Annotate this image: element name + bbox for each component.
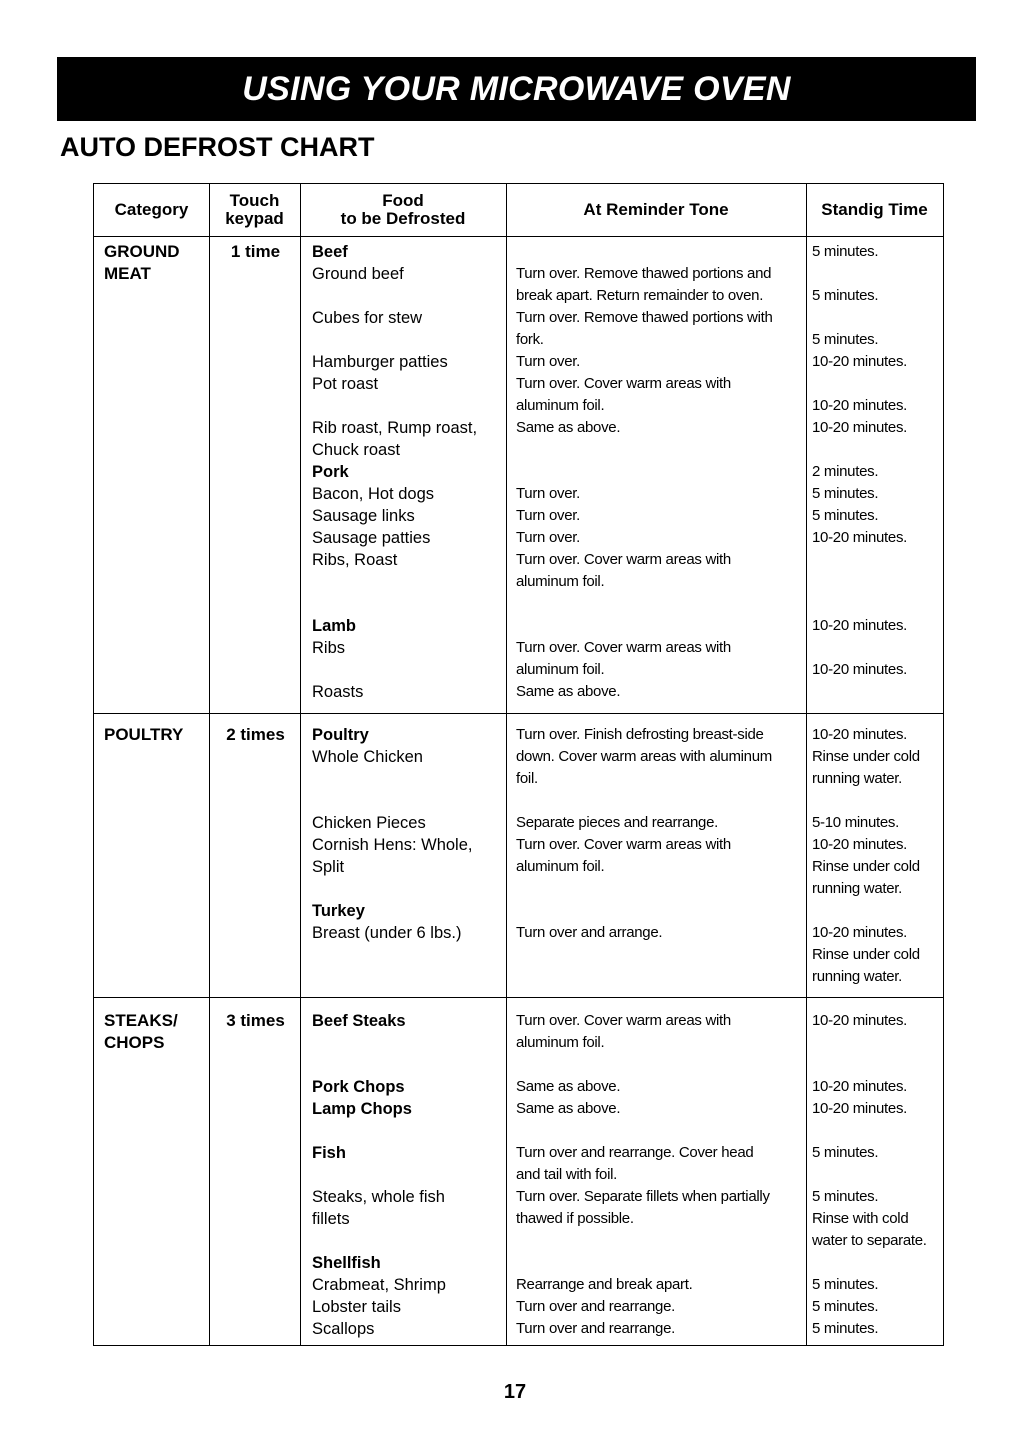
standing-time-cell [812, 1010, 927, 1340]
food-cell-line [312, 285, 477, 307]
standing-time-cell-line: 10-20 minutes. [812, 397, 908, 414]
header-food-sublabel: to be Defrosted [340, 209, 466, 228]
reminder-cell-line: down. Cover warm areas with aluminum [516, 748, 772, 765]
food-cell-line: Beef [312, 243, 348, 261]
food-cell [312, 241, 477, 703]
food-cell-line: Chicken Pieces [312, 814, 426, 832]
standing-time-cell-line: water to separate. [812, 1232, 927, 1249]
food-cell-line: Rib roast, Rump roast, [312, 419, 478, 437]
standing-time-cell-line: 10-20 minutes. [812, 726, 908, 743]
standing-time-cell-line: Rinse under cold [812, 748, 920, 765]
column-divider [806, 184, 807, 1345]
food-cell-line: Lamp Chops [312, 1100, 412, 1118]
food-cell-line: fillets [312, 1210, 350, 1228]
touch-count-cell [209, 1010, 302, 1032]
reminder-cell-line [516, 878, 772, 900]
standing-time-cell-line [812, 373, 907, 395]
food-cell-line: Lamb [312, 617, 357, 635]
standing-time-cell-line [812, 790, 920, 812]
reminder-cell-line: Same as above. [516, 1100, 621, 1117]
food-cell-line [312, 1164, 446, 1186]
standing-time-cell-line: 5 minutes. [812, 1188, 879, 1205]
reminder-cell-line: thawed if possible. [516, 1210, 634, 1227]
food-cell-line [312, 878, 472, 900]
reminder-cell-line: Turn over. Finish defrosting breast-side [516, 726, 764, 743]
reminder-cell-line: Same as above. [516, 683, 621, 700]
reminder-cell-line: fork. [516, 331, 544, 348]
standing-time-cell-line: 5 minutes. [812, 331, 879, 348]
page-number: 17 [503, 1381, 527, 1403]
reminder-cell-line: Same as above. [516, 419, 621, 436]
reminder-cell-line [516, 900, 772, 922]
category-cell-line: MEAT [104, 264, 151, 283]
standing-time-cell-line: 10-20 minutes. [812, 617, 908, 634]
food-cell-line: Ground beef [312, 265, 404, 283]
food-cell-line: Ribs, Roast [312, 551, 398, 569]
header-keypad-label: keypad [225, 209, 284, 228]
reminder-cell-line: aluminum foil. [516, 397, 605, 414]
standing-time-cell-line [812, 549, 907, 571]
standing-time-cell-line [812, 593, 907, 615]
reminder-cell-line: Turn over. Cover warm areas with [516, 375, 731, 392]
food-cell-line [312, 790, 472, 812]
reminder-cell-line: Turn over. Cover warm areas with [516, 639, 731, 656]
food-cell-line: Fish [312, 1144, 346, 1162]
category-cell-line: POULTRY [104, 725, 184, 744]
standing-time-cell-line [812, 439, 907, 461]
touch-count: 3 times [226, 1011, 285, 1030]
standing-time-cell-line [812, 307, 907, 329]
food-cell-line: Roasts [312, 683, 364, 701]
reminder-cell [516, 1010, 770, 1340]
header-food [300, 184, 506, 236]
header-category [94, 184, 209, 236]
standing-time-cell-line [812, 1032, 927, 1054]
standing-time-cell-line: 10-20 minutes. [812, 836, 908, 853]
food-cell-line: Ribs [312, 639, 346, 657]
touch-count: 2 times [226, 725, 285, 744]
reminder-cell-line: Turn over. [516, 485, 580, 502]
reminder-cell-line: aluminum foil. [516, 1034, 605, 1051]
row-divider [94, 997, 943, 998]
standing-time-cell-line: 10-20 minutes. [812, 529, 908, 546]
touch-count: 1 time [230, 242, 281, 261]
reminder-cell-line [516, 241, 773, 263]
header-divider [94, 236, 943, 237]
column-divider [506, 184, 507, 1345]
header-standing [806, 184, 943, 236]
food-cell-line: Shellfish [312, 1254, 381, 1272]
food-cell-line [312, 768, 472, 790]
standing-time-cell-line: running water. [812, 880, 903, 897]
standing-time-cell-line: 5 minutes. [812, 507, 879, 524]
reminder-cell-line [516, 461, 773, 483]
standing-time-cell-line [812, 1054, 927, 1076]
standing-time-cell-line: 5 minutes. [812, 1144, 879, 1161]
standing-time-cell-line: 10-20 minutes. [812, 353, 908, 370]
reminder-cell-line: and tail with foil. [516, 1166, 618, 1183]
standing-time-cell-line: running water. [812, 968, 903, 985]
reminder-cell-line: Turn over and arrange. [516, 924, 663, 941]
reminder-cell-line: Same as above. [516, 1078, 621, 1095]
standing-time-cell-line: running water. [812, 770, 903, 787]
row-divider [94, 713, 943, 714]
standing-time-cell-line [812, 263, 907, 285]
food-cell-line: Sausage patties [312, 529, 431, 547]
header-standing-label: Standig Time [821, 200, 928, 219]
category-cell-line: GROUND [104, 242, 180, 261]
reminder-cell-line: foil. [516, 770, 538, 787]
standing-time-cell-line: 2 minutes. [812, 463, 879, 480]
touch-count-cell [209, 724, 302, 746]
food-cell-line: Split [312, 858, 345, 876]
standing-time-cell-line: Rinse with cold [812, 1210, 909, 1227]
standing-time-cell-line [812, 681, 907, 703]
category-cell [104, 1010, 178, 1054]
header-banner [57, 57, 976, 121]
food-cell-line: Hamburger patties [312, 353, 448, 371]
standing-time-cell-line: 5 minutes. [812, 1298, 879, 1315]
food-cell-line: Crabmeat, Shrimp [312, 1276, 446, 1294]
reminder-cell-line: Turn over. Cover warm areas with [516, 551, 731, 568]
food-cell-line [312, 659, 477, 681]
food-cell-line: Cornish Hens: Whole, [312, 836, 473, 854]
food-cell-line: Poultry [312, 726, 369, 744]
food-cell-line: Pork Chops [312, 1078, 405, 1096]
standing-time-cell-line [812, 900, 920, 922]
food-cell-line: Bacon, Hot dogs [312, 485, 434, 503]
reminder-cell [516, 241, 773, 703]
food-cell-line: Chuck roast [312, 441, 401, 459]
food-cell-line: Pot roast [312, 375, 379, 393]
reminder-cell-line [516, 439, 773, 461]
reminder-cell-line: Rearrange and break apart. [516, 1276, 693, 1293]
food-cell-line: Whole Chicken [312, 748, 423, 766]
standing-time-cell-line: 10-20 minutes. [812, 661, 908, 678]
standing-time-cell-line [812, 637, 907, 659]
food-cell-line: Scallops [312, 1320, 375, 1338]
standing-time-cell-line [812, 571, 907, 593]
standing-time-cell-line: 10-20 minutes. [812, 1078, 908, 1095]
food-cell-line: Sausage links [312, 507, 415, 525]
food-cell-line [312, 1054, 446, 1076]
food-cell-line: Cubes for stew [312, 309, 423, 327]
reminder-cell-line: Turn over. Cover warm areas with [516, 1012, 731, 1029]
standing-time-cell-line: 10-20 minutes. [812, 924, 908, 941]
reminder-cell-line [516, 593, 773, 615]
standing-time-cell-line: 10-20 minutes. [812, 419, 908, 436]
reminder-cell-line: aluminum foil. [516, 573, 605, 590]
reminder-cell-line [516, 790, 772, 812]
reminder-cell-line: Turn over. Remove thawed portions and [516, 265, 772, 282]
reminder-cell-line: break apart. Return remainder to oven. [516, 287, 764, 304]
reminder-cell-line: Turn over. Separate fillets when partially [516, 1188, 770, 1205]
food-cell-line [312, 329, 477, 351]
standing-time-cell-line: Rinse under cold [812, 858, 920, 875]
category-cell [104, 724, 183, 746]
reminder-cell-line [516, 1120, 770, 1142]
reminder-cell-line: Separate pieces and rearrange. [516, 814, 718, 831]
header-touch-label: Touch [229, 191, 280, 210]
standing-time-cell-line [812, 1164, 927, 1186]
standing-time-cell-line [812, 1252, 927, 1274]
food-cell-line [312, 395, 477, 417]
reminder-cell-line: Turn over and rearrange. Cover head [516, 1144, 754, 1161]
reminder-cell-line: Turn over. Cover warm areas with [516, 836, 731, 853]
food-cell-line: Lobster tails [312, 1298, 401, 1316]
standing-time-cell [812, 241, 907, 703]
header-food-label: Food [382, 191, 424, 210]
food-cell-line [312, 571, 477, 593]
column-divider [300, 184, 301, 1345]
standing-time-cell [812, 724, 920, 988]
reminder-cell-line [516, 1252, 770, 1274]
standing-time-cell-line: Rinse under cold [812, 946, 920, 963]
food-cell-line: Turkey [312, 902, 365, 920]
food-cell-line [312, 1120, 446, 1142]
reminder-cell-line: Turn over. Remove thawed portions with [516, 309, 773, 326]
reminder-cell-line: aluminum foil. [516, 858, 605, 875]
header-category-label: Category [114, 200, 189, 219]
header-reminder [506, 184, 806, 236]
section-title: AUTO DEFROST CHART [60, 132, 375, 162]
defrost-table [93, 183, 944, 1346]
food-cell [312, 1010, 446, 1340]
standing-time-cell-line: 5 minutes. [812, 1320, 879, 1337]
food-cell-line [312, 593, 477, 615]
standing-time-cell-line: 5 minutes. [812, 485, 879, 502]
reminder-cell-line: Turn over and rearrange. [516, 1298, 676, 1315]
standing-time-cell-line: 10-20 minutes. [812, 1012, 908, 1029]
standing-time-cell-line: 5-10 minutes. [812, 814, 899, 831]
category-cell-line: CHOPS [104, 1033, 165, 1052]
standing-time-cell-line: 5 minutes. [812, 243, 879, 260]
category-cell [104, 241, 180, 285]
reminder-cell-line: Turn over. [516, 507, 580, 524]
reminder-cell-line: Turn over. [516, 353, 580, 370]
standing-time-cell-line: 5 minutes. [812, 287, 879, 304]
header-title: USING YOUR MICROWAVE OVEN [242, 69, 791, 108]
reminder-cell-line [516, 615, 773, 637]
reminder-cell [516, 724, 772, 944]
standing-time-cell-line [812, 1120, 927, 1142]
food-cell-line [312, 1230, 446, 1252]
reminder-cell-line: Turn over. [516, 529, 580, 546]
standing-time-cell-line: 5 minutes. [812, 1276, 879, 1293]
food-cell-line: Steaks, whole fish [312, 1188, 445, 1206]
reminder-cell-line [516, 1230, 770, 1252]
header-reminder-label: At Reminder Tone [583, 200, 729, 219]
touch-count-cell [209, 241, 302, 263]
reminder-cell-line [516, 1054, 770, 1076]
food-cell-line: Pork [312, 463, 349, 481]
food-cell-line: Breast (under 6 lbs.) [312, 924, 462, 942]
food-cell-line: Beef Steaks [312, 1012, 406, 1030]
header-touch-keypad [209, 184, 300, 236]
food-cell [312, 724, 472, 944]
food-cell-line [312, 1032, 446, 1054]
standing-time-cell-line: 10-20 minutes. [812, 1100, 908, 1117]
category-cell-line: STEAKS/ [104, 1011, 178, 1030]
column-divider [209, 184, 210, 1345]
reminder-cell-line: aluminum foil. [516, 661, 605, 678]
reminder-cell-line: Turn over and rearrange. [516, 1320, 676, 1337]
